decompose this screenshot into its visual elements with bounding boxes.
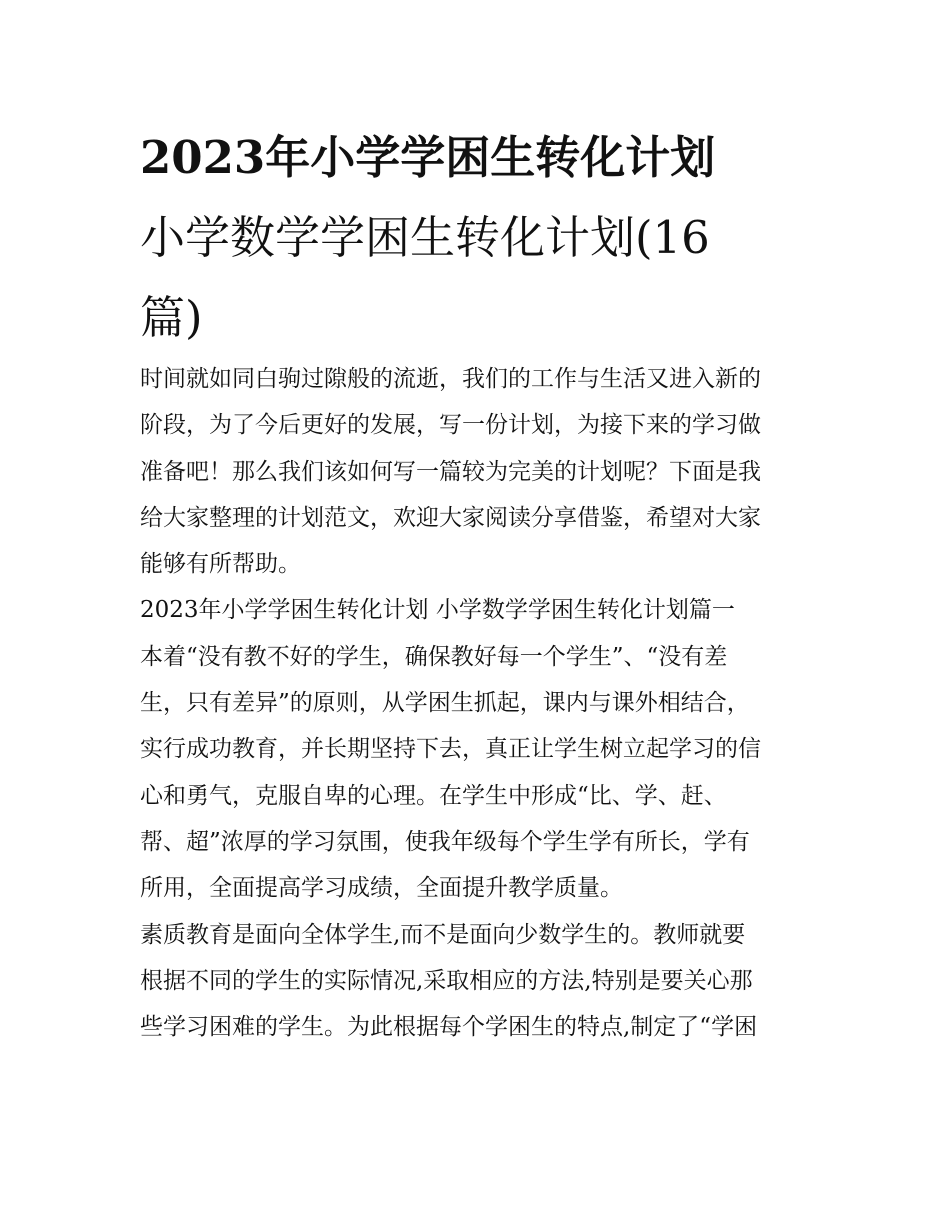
body-line: 些学习困难的学生。为此根据每个学困生的特点,制定了“学困 (140, 1014, 758, 1041)
document-title (140, 118, 820, 358)
body-line: 准备吧！那么我们该如何写一篇较为完美的计划呢？下面是我 (140, 458, 761, 485)
title-line-2: 小学数学学困生转化计划(16 (140, 211, 710, 264)
body-line: 生，只有差异”的原则，从学困生抓起，课内与课外相结合， (140, 690, 750, 717)
body-line: 心和勇气，克服自卑的心理。在学生中形成“比、学、赶、 (140, 782, 727, 809)
body-line: 能够有所帮助。 (140, 551, 301, 578)
body-line: 所用，全面提高学习成绩，全面提升教学质量。 (140, 875, 623, 902)
title-line-3: 篇) (140, 291, 203, 344)
title-line-1: 2023年小学学困生转化计划 (140, 131, 716, 184)
body-line: 给大家整理的计划范文，欢迎大家阅读分享借鉴，希望对大家 (140, 504, 761, 531)
body-line: 本着“没有教不好的学生，确保教好每一个学生”、“没有差 (140, 643, 728, 670)
body-line: 实行成功教育，并长期坚持下去，真正让学生树立起学习的信 (140, 736, 761, 763)
body-line: 根据不同的学生的实际情况,采取相应的方法,特别是要关心那 (140, 967, 753, 994)
body-line: 时间就如同白驹过隙般的流逝，我们的工作与生活又进入新的 (140, 366, 761, 392)
body-line: 帮、超”浓厚的学习氛围，使我年级每个学生学有所长，学有 (140, 828, 750, 855)
document-body (140, 356, 820, 1050)
body-line: 素质教育是面向全体学生,而不是面向少数学生的。教师就要 (140, 921, 746, 948)
section-heading-line: 2023年小学学困生转化计划 小学数学学困生转化计划篇一 (140, 597, 735, 624)
body-line: 阶段，为了今后更好的发展，写一份计划，为接下来的学习做 (140, 412, 761, 439)
